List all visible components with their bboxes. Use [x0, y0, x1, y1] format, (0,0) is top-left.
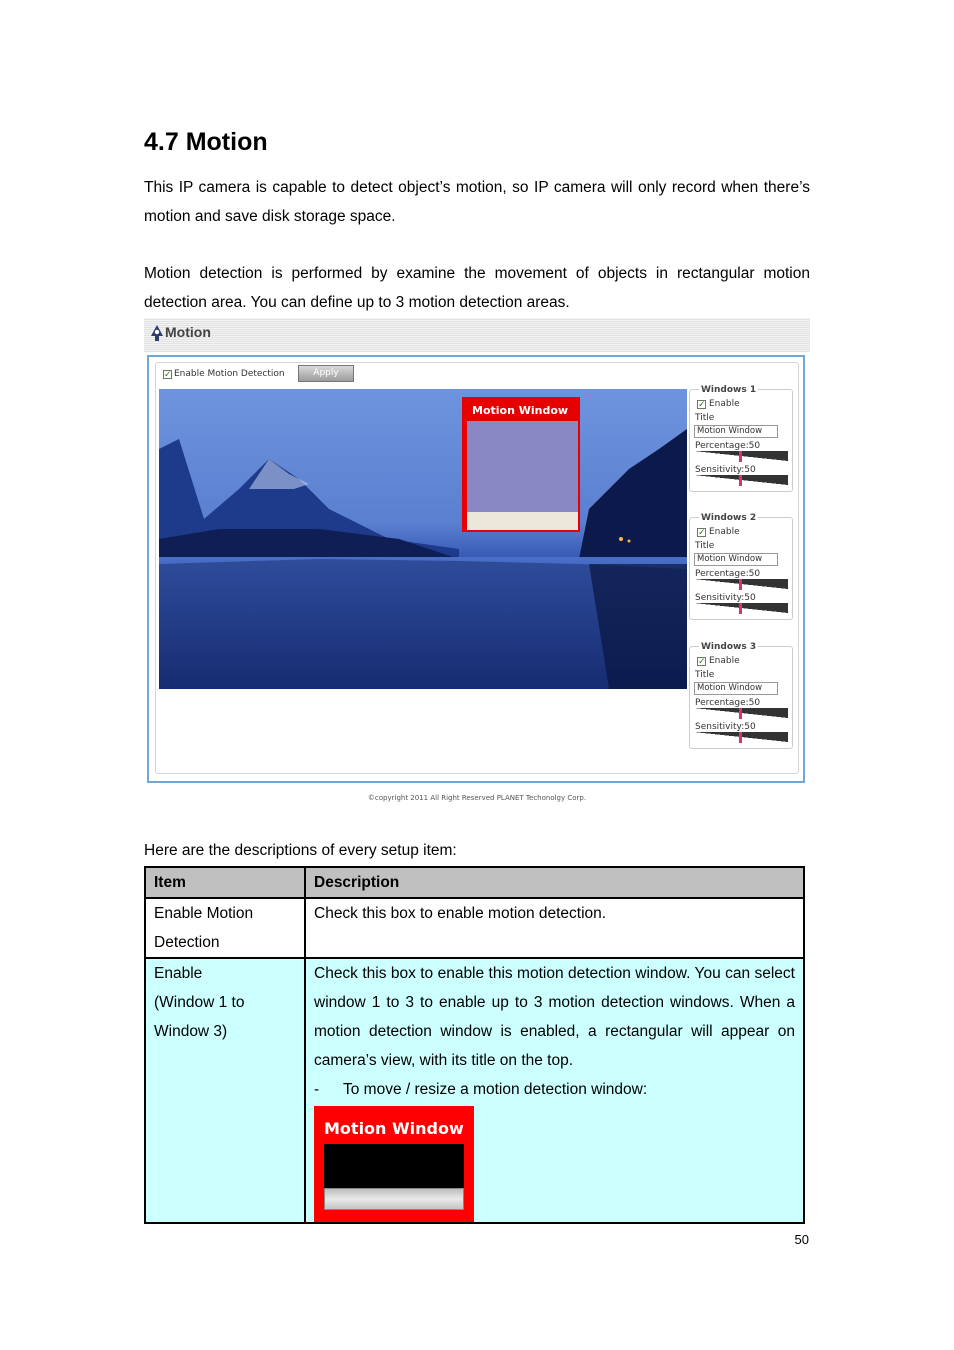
window-1-percentage-slider[interactable] [694, 451, 788, 461]
example-window-resize-bar [324, 1188, 464, 1210]
window-1-sensitivity-label: Sensitivity:50 [695, 465, 756, 475]
window-1-enable-checkbox[interactable]: ✓ [698, 399, 706, 409]
table-header-description: Description [305, 867, 804, 898]
table-cell-description [305, 958, 804, 1223]
camera-view[interactable] [159, 389, 687, 689]
window-2-enable-label: Enable [709, 527, 740, 537]
slider-knob[interactable] [739, 475, 742, 486]
window-2-sensitivity-slider[interactable] [694, 603, 788, 613]
window-1-percentage-label: Percentage:50 [695, 441, 761, 451]
window-2-percentage-slider[interactable] [694, 579, 788, 589]
slider-knob[interactable] [739, 579, 742, 590]
window-1-enable-label: Enable [709, 399, 740, 409]
example-window-body [324, 1144, 464, 1188]
section-heading: 4.7 Motion [144, 128, 268, 156]
window-3-title: Windows 3 [701, 642, 757, 652]
table-row [145, 958, 804, 1223]
window-1-sensitivity-slider[interactable] [694, 475, 788, 485]
page-number: 50 [794, 1232, 809, 1247]
bullet-dash: - [314, 1081, 320, 1098]
setup-items-table [144, 866, 805, 1224]
window-2-title-label: Title [695, 541, 715, 551]
motion-window-resize-bar[interactable] [467, 512, 578, 530]
intro-paragraph-1: This IP camera is capable to detect object’s motion, so IP camera will only record when there’s motion and save disk storage space. [144, 179, 810, 225]
window-3-panel [689, 642, 793, 749]
table-cell-item: Enable Motion Detection [145, 898, 305, 958]
motion-window-overlay[interactable] [462, 397, 580, 532]
window-2-title: Windows 2 [701, 513, 757, 523]
slider-knob[interactable] [739, 732, 742, 743]
window-3-enable-label: Enable [709, 656, 740, 666]
apply-button[interactable]: Apply [298, 365, 354, 382]
motion-window-area[interactable] [467, 421, 578, 516]
bullet-line [314, 1075, 795, 1104]
motion-window-example-image [314, 1106, 474, 1222]
window-2-panel [689, 513, 793, 620]
window-3-title-label: Title [695, 670, 715, 680]
motion-panel-title: Motion [165, 324, 211, 340]
window-3-sensitivity-slider[interactable] [694, 732, 788, 742]
window-1-title-label: Title [695, 413, 715, 423]
table-row [145, 898, 804, 958]
window-2-percentage-label: Percentage:50 [695, 569, 761, 579]
bullet-text: To move / resize a motion detection window: [343, 1081, 648, 1098]
slider-knob[interactable] [739, 451, 742, 462]
table-header-item: Item [145, 867, 305, 898]
window-1-panel [689, 385, 793, 492]
motion-window-overlay-title: Motion Window [472, 404, 569, 417]
table-cell-item: Enable (Window 1 to Window 3) [145, 958, 305, 1223]
window-3-title-input[interactable]: Motion Window [694, 682, 778, 695]
example-motion-window-title: Motion Window [324, 1119, 464, 1138]
table-intro: Here are the descriptions of every setup item: [144, 842, 457, 859]
copyright-text: ©copyright 2011 All Right Reserved PLANET Techonolgy Corp. [367, 794, 587, 802]
window-3-sensitivity-label: Sensitivity:50 [695, 722, 756, 732]
slider-knob[interactable] [739, 603, 742, 614]
description-text: Check this box to enable this motion detection window. You can select window 1 to 3 to enable up to 3 motion detection windows. When a motion detection window is enabled, a rectangular will appear on camera’s view, with its title on the top. [314, 965, 795, 1069]
enable-motion-checkbox[interactable]: ✓ [164, 369, 172, 379]
window-2-sensitivity-label: Sensitivity:50 [695, 593, 756, 603]
window-2-title-input[interactable]: Motion Window [694, 553, 778, 566]
window-2-enable-checkbox[interactable]: ✓ [698, 527, 706, 537]
window-3-percentage-slider[interactable] [694, 708, 788, 718]
enable-motion-label: Enable Motion Detection [174, 369, 285, 379]
motion-logo-icon [150, 324, 164, 342]
window-3-enable-checkbox[interactable]: ✓ [698, 656, 706, 666]
table-cell-description: Check this box to enable motion detection. [305, 898, 804, 958]
window-3-percentage-label: Percentage:50 [695, 698, 761, 708]
window-1-title-input[interactable]: Motion Window [694, 425, 778, 438]
camera-scene-image [159, 389, 687, 689]
intro-paragraph-2: Motion detection is performed by examine the movement of objects in rectangular motion detection area. You can define up to 3 motion detection areas. [144, 265, 810, 311]
window-1-title: Windows 1 [701, 385, 757, 395]
slider-knob[interactable] [739, 708, 742, 719]
motion-panel-header [144, 318, 810, 352]
